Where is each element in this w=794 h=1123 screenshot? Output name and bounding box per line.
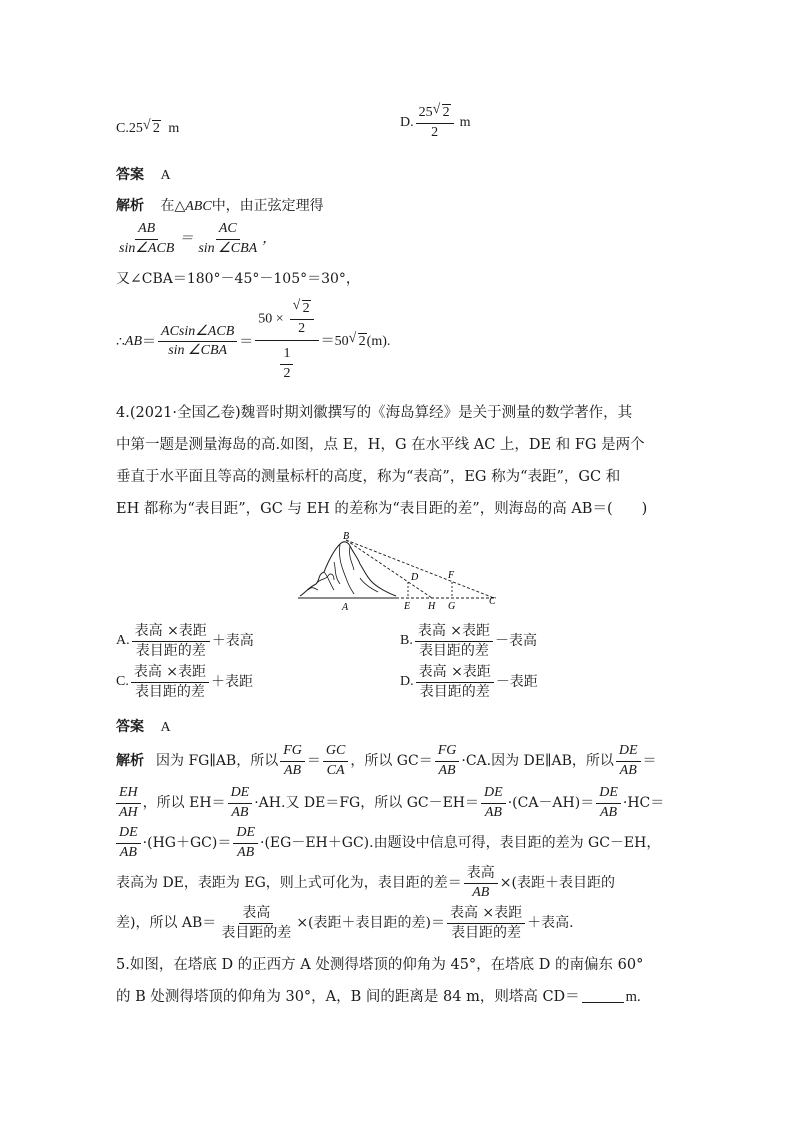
law-of-sines: $\frac{AB}{\text{sin∠ACB}}$ ＝ $\frac{AC}{\text{sin ∠CBA}}$ ， [114,222,276,256]
fraction [158,325,237,359]
variable: AB [124,333,143,349]
analysis-text: 表高为 DE，表距为 EG，则上式可化为，表目距的差＝ [116,875,462,892]
numerator: GC [323,744,348,762]
denominator: 表目距的差 [134,683,205,700]
analysis-text: ＋表高. [527,915,574,932]
q4-line-3: 垂直于水平面且等高的测量标杆的高度，称为“表高”，EG 称为“表距”，GC 和 [116,469,621,485]
numerator: 1 [280,347,293,365]
option-d-label: D. [400,115,414,131]
option-c [116,118,180,136]
denominator: 2 [283,366,291,382]
q4-option-c [116,665,253,699]
numerator: DE [116,826,141,844]
option-c-label: C.25 [116,121,143,136]
denominator: 表目距的差 [418,642,489,659]
sight-line-bc [346,540,494,598]
sqrt-symbol: √ 2 [142,118,160,136]
q5-line-1: 5.如图，在塔底 D 的正西方 A 处测得塔顶的仰角为 45°，在塔底 D 的南偏东 60° [116,957,644,973]
denominator: AB [438,762,456,778]
analysis-text: 在△ [160,198,186,214]
answer-value: A [160,168,171,183]
fraction: 25 √ 2 2 [416,106,454,140]
denominator: CA [326,762,345,778]
analysis-label: 解析 [116,753,144,770]
denominator: 2 [431,124,439,140]
denominator: AB [237,844,255,860]
option-d [400,102,471,140]
numerator: 表高 ×表距 [447,906,525,924]
denominator: 表目距的差 [221,924,292,941]
equals: ＝ [306,753,321,770]
island-contours [316,544,354,594]
analysis-text: ，所以 GC＝ [350,753,433,770]
denominator: sin∠ACB [119,240,175,256]
unit: m [459,115,471,131]
analysis-line [116,199,324,214]
option-tail: ＋表距 [211,674,254,691]
q4-option-d [400,665,538,699]
coef: 25 [418,105,433,120]
q4-line-2: 中第一题是测量海岛的高.如图，点 E，H，G 在水平线 AC 上，DE 和 FG 是两个 [116,437,645,453]
q4-answer-line [116,720,171,735]
numerator: 表高 ×表距 [415,624,493,642]
radicand: 2 [358,333,366,349]
analysis-text: ×(表距＋表目距的 [499,875,615,892]
analysis-text: 因为 FG∥AB，所以 [156,753,279,770]
option-label: B. [400,633,413,649]
denominator: AB [472,884,490,900]
q4-analysis-line-4 [116,866,615,900]
variable: ABC [185,199,212,214]
unit: (m). [366,333,391,349]
denominator: 表目距的差 [135,642,206,659]
denominator: 表目距的差 [451,924,522,941]
analysis-label: 解析 [116,198,144,214]
angle-line: 又∠CBA＝180°－45°－105°＝30°， [116,271,360,287]
numerator: DE [233,826,258,844]
numerator: EH [116,786,141,804]
denominator: AB [484,804,502,820]
numerator: FG [280,744,305,762]
label-f: F [448,570,455,581]
q4-analysis-line-5 [116,906,574,940]
result: ＝50 [320,333,349,349]
numerator: 表高 [464,866,498,884]
q5-line-2 [116,990,641,1005]
denominator: AB [119,844,137,860]
numerator: DE [616,744,641,762]
radicand: 2 [302,301,310,316]
analysis-text: ，所以 EH＝ [142,795,226,812]
coef: 50 × [258,311,284,327]
label-e: E [404,601,411,612]
label-a: A [342,602,349,613]
denominator: AB [600,804,618,820]
fraction [416,665,494,699]
radicand: 2 [152,121,160,136]
option-tail: －表距 [495,674,538,691]
analysis-text: ·AH.又 DE＝FG，所以 GC－EH＝ [254,795,480,812]
numerator: AB [135,222,158,240]
q4-analysis-line-1 [116,744,657,778]
analysis-text: ·CA.因为 DE∥AB，所以 [461,753,614,770]
numerator: FG [435,744,460,762]
q5-text: 的 B 处测得塔顶的仰角为 30°，A，B 间的距离是 84 m，则塔高 CD＝ [116,989,580,1005]
q4-option-b [400,624,537,658]
island-figure [294,532,504,614]
option-label: A. [116,633,130,649]
answer-label: 答案 [116,719,144,735]
q4-line-4: EH 都称为“表目距”，GC 与 EH 的差称为“表目距的差”，则海岛的高 AB＝( ) [116,501,648,517]
radicand: 2 [442,105,450,120]
analysis-text: ·(CA－AH)＝ [507,795,595,812]
denominator: AH [119,804,138,820]
fraction [195,222,260,256]
fraction [132,624,210,658]
analysis-text: ·(HG＋GC)＝ [142,835,232,852]
numerator: 表高 ×表距 [131,665,209,683]
answer-label: 答案 [116,167,144,183]
numerator: DE [228,786,253,804]
q4-analysis-line-3 [114,826,660,860]
numerator: 表高 [239,906,273,924]
q4-option-a [116,624,254,658]
answer-line [116,168,171,183]
answer-blank[interactable] [582,990,624,1003]
denominator: 表目距的差 [419,683,490,700]
unit: m [168,121,180,136]
calculation: ∴AB＝ $\frac{\text{ACsin∠ACB}}{\text{sin ∠CBA}}$ ＝ 50 × √ 2 2 $\frac{1}{2}$ ＝50 √ 2(m). [116,298,391,382]
option-tail: ＋表高 [211,633,254,650]
q4-line-1: 4.(2021·全国乙卷)魏晋时期刘徽撰写的《海岛算经》是关于测量的数学著作，其 [116,405,633,421]
numerator: ACsin∠ACB [158,325,237,343]
answer-value: A [160,720,171,735]
denominator: AB [619,762,637,778]
analysis-text: 中，由正弦定理得 [211,198,324,214]
therefore-symbol: ∴ [116,333,125,350]
label-c: C [489,596,496,607]
q4-analysis-line-2 [114,786,664,820]
numerator: 表高 ×表距 [132,624,210,642]
denominator: sin ∠CBA [198,240,258,256]
q5-unit: m. [625,989,641,1005]
sight-line-bh [346,540,432,598]
numerator: AC [216,222,240,240]
analysis-text: ·(EG－EH＋GC).由题设中信息可得，表目距的差为 GC－EH， [260,835,661,852]
denominator: AB [231,804,249,820]
label-d: D [411,572,419,583]
option-label: D. [400,674,414,690]
option-label: C. [116,674,129,690]
fraction [131,665,209,699]
equals: ＝ [642,753,657,770]
denominator: 2 [298,320,306,336]
denominator: sin ∠CBA [168,343,228,359]
fraction [116,222,177,256]
option-tail: －表高 [495,633,538,650]
numerator: 表高 ×表距 [416,665,494,683]
analysis-text: ·HC＝ [622,795,665,812]
label-b: B [343,532,350,542]
fraction [415,624,493,658]
label-h: H [428,601,436,612]
numerator: DE [596,786,621,804]
label-g: G [448,601,456,612]
denominator: AB [284,762,302,778]
numerator: DE [481,786,506,804]
analysis-text: ×(表距＋表目距的差)＝ [296,915,445,932]
compound-fraction: 50 × √ 2 2 $\frac{1}{2}$ [255,302,318,382]
analysis-text: 差)，所以 AB＝ [116,915,217,932]
